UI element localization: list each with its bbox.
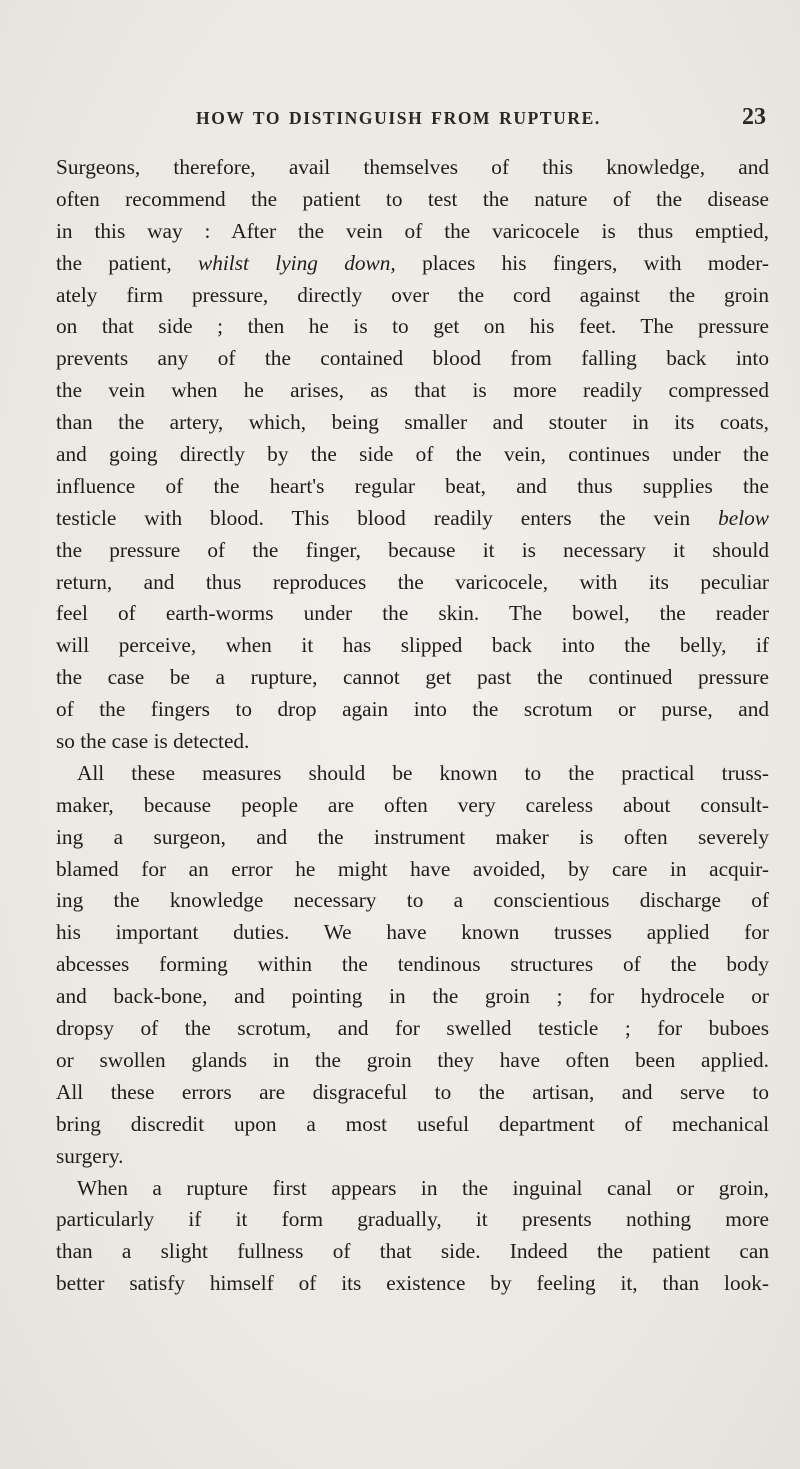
text-line: particularly if it form gradually, it presents nothing more — [56, 1207, 769, 1232]
text-line: often recommend the patient to test the nature of the disease — [56, 186, 769, 211]
text-line: the case be a rupture, cannot get past the continued pressure — [56, 665, 769, 690]
italic-text: below — [718, 505, 769, 530]
text-line: abcesses forming within the tendinous structures of the body — [56, 952, 769, 977]
text-line: return, and thus reproduces the varicocele, with its peculiar — [56, 569, 769, 594]
text-line: the pressure of the finger, because it is necessary it should — [56, 537, 769, 562]
text-line: than the artery, which, being smaller and stouter in its coats, — [56, 410, 769, 435]
text-segment: the patient, — [56, 250, 199, 275]
page-header — [58, 104, 766, 138]
text-line: in this way : After the vein of the varicocele is thus emptied, — [56, 218, 769, 243]
text-line: blamed for an error he might have avoided, by care in acquir- — [56, 856, 769, 881]
text-line: of the fingers to drop again into the scrotum or purse, and — [56, 697, 769, 722]
text-line: his important duties. We have known trusses applied for — [56, 920, 769, 945]
text-line: or swollen glands in the groin they have often been applied. — [56, 1047, 769, 1072]
text-line: maker, because people are often very careless about consult- — [56, 792, 769, 817]
text-line: on that side ; then he is to get on his feet. The pressure — [56, 314, 769, 339]
text-line — [56, 248, 769, 280]
text-line — [56, 503, 769, 535]
text-line: All these errors are disgraceful to the artisan, and serve to — [56, 1079, 769, 1104]
text-segment: testicle with blood. This blood readily enters the vein — [56, 505, 719, 530]
text-line: feel of earth-worms under the skin. The bowel, the reader — [56, 601, 769, 626]
text-line: When a rupture first appears in the inguinal canal or groin, — [77, 1175, 769, 1200]
text-line: All these measures should be known to the practical truss- — [77, 760, 769, 785]
text-line: ately firm pressure, directly over the cord against the groin — [56, 282, 769, 307]
text-line: and going directly by the side of the vein, continues under the — [56, 442, 769, 467]
text-segment: places his fingers, with moder- — [395, 250, 769, 275]
text-line: and back-bone, and pointing in the groin ; for hydrocele or — [56, 984, 769, 1009]
text-line: ing a surgeon, and the instrument maker is often severely — [56, 824, 769, 849]
text-line: the vein when he arises, as that is more readily compressed — [56, 378, 769, 403]
text-line: influence of the heart's regular beat, and thus supplies the — [56, 473, 769, 498]
text-line: Surgeons, therefore, avail themselves of this knowledge, and — [56, 155, 769, 179]
text-line: will perceive, when it has slipped back into the belly, if — [56, 633, 769, 658]
text-line: ing the knowledge necessary to a conscientious discharge of — [56, 888, 769, 913]
text-line: better satisfy himself of its existence by feeling it, than look- — [56, 1271, 769, 1296]
text-line: dropsy of the scrotum, and for swelled testicle ; for buboes — [56, 1016, 769, 1041]
text-line: bring discredit upon a most useful department of mechanical — [56, 1111, 769, 1136]
body-text — [56, 152, 769, 1300]
text-line: surgery. — [56, 1143, 124, 1168]
running-head: HOW TO DISTINGUISH FROM RUPTURE. — [196, 108, 601, 128]
italic-text: whilst lying down, — [198, 250, 396, 275]
text-line: so the case is detected. — [56, 729, 250, 754]
text-line: than a slight fullness of that side. Indeed the patient can — [56, 1239, 769, 1264]
text-line: prevents any of the contained blood from falling back into — [56, 346, 769, 371]
page-number: 23 — [742, 104, 766, 130]
